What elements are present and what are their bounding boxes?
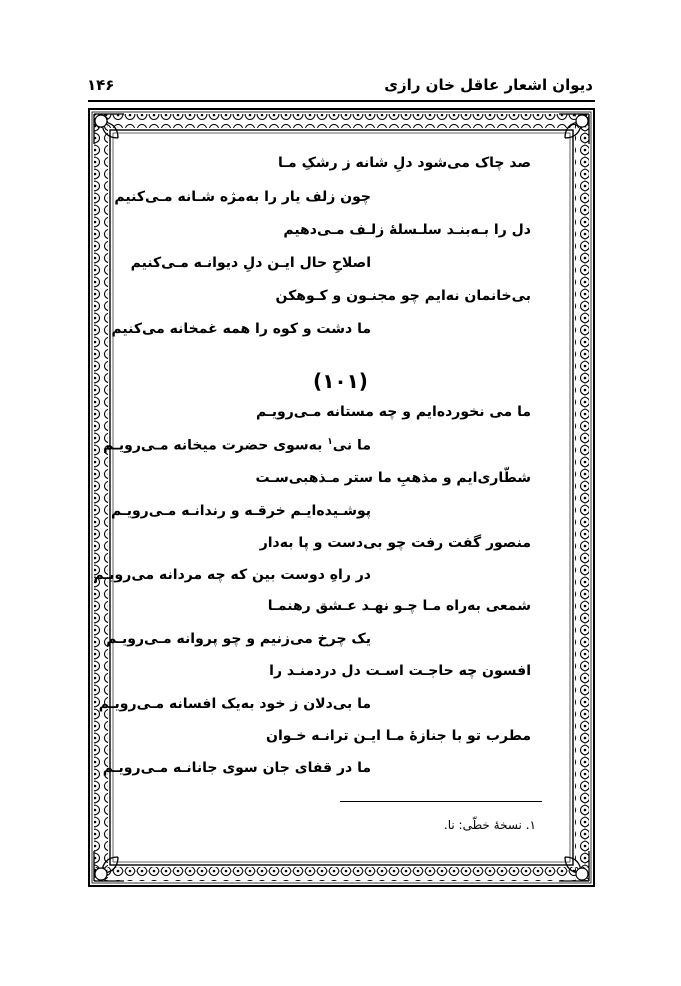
verse-line: ما در قفای جان سوی جانانـه مـی‌رویـم [102, 760, 371, 776]
verse-fragment: ما نی [332, 437, 371, 454]
verse-line: منصور گفت رفت چو بی‌دست و پا به‌دار [259, 535, 531, 551]
verse-line: مطرب تو با جنازۀ مـا ایـن ترانـه خـوان [266, 728, 531, 744]
verse-line: شمعی به‌راه مـا چـو نهـد عـشق رهنمـا [267, 598, 531, 614]
footnote-text: نسخۀ خطّی: نا. [443, 818, 522, 832]
verse-line: پوشـیده‌ایـم خرقـه و رندانـه مـی‌رویـم [110, 503, 371, 519]
verse-line: دل را بـه‌بنـد سلـسلۀ زلـف مـی‌دهیم [283, 222, 531, 238]
verse-line: شطّاری‌ایم و مذهبِ ما ستر مـذهبی‌سـت [255, 470, 531, 486]
footnote-rule [340, 801, 542, 802]
verse-line: صد چاک می‌شود دلِ شانه ز رشکِ مـا [277, 155, 531, 171]
header-rule [88, 100, 595, 102]
verse-fragment: به‌سوی حضرت میخانه مـی‌رویـم [103, 437, 328, 454]
footnote-number: ۱. [525, 818, 536, 832]
footnote [444, 818, 536, 832]
verse-line: ما بی‌دلان ز خود به‌یک افسانه مـی‌رویـم [98, 696, 371, 712]
running-title: دیوان اشعار عاقل خان رازی [384, 76, 593, 94]
poem-number: (۱۰۱) [313, 369, 368, 393]
footnote-marker: ۱ [327, 437, 333, 447]
verse-line: چون زلف یار را به‌مژه شـانه مـی‌کنیم [114, 189, 371, 205]
verse-line: یک چرخ می‌زنیم و چو پروانه مـی‌رویـم [106, 631, 371, 647]
verse-line: اصلاحِ حال ایـن دلِ دیوانـه مـی‌کنیم [130, 255, 371, 271]
verse-line: ما دشت و کوه را همه غمخانه می‌کنیم [111, 321, 371, 337]
verse-line: ما می نخورده‌ایم و چه مستانه مـی‌رویـم [256, 404, 531, 420]
verse-line: بی‌خانمان نه‌ایم چو مجنـون و کـوهکن [275, 288, 531, 304]
verse-line: افسون چه حاجـت اسـت دل دردمنـد را [269, 663, 531, 679]
page-number: ۱۴۶ [87, 76, 115, 94]
verse-line [103, 437, 371, 454]
verse-line: در راهِ دوست بین که چه مردانه می‌رویـم [93, 567, 371, 583]
